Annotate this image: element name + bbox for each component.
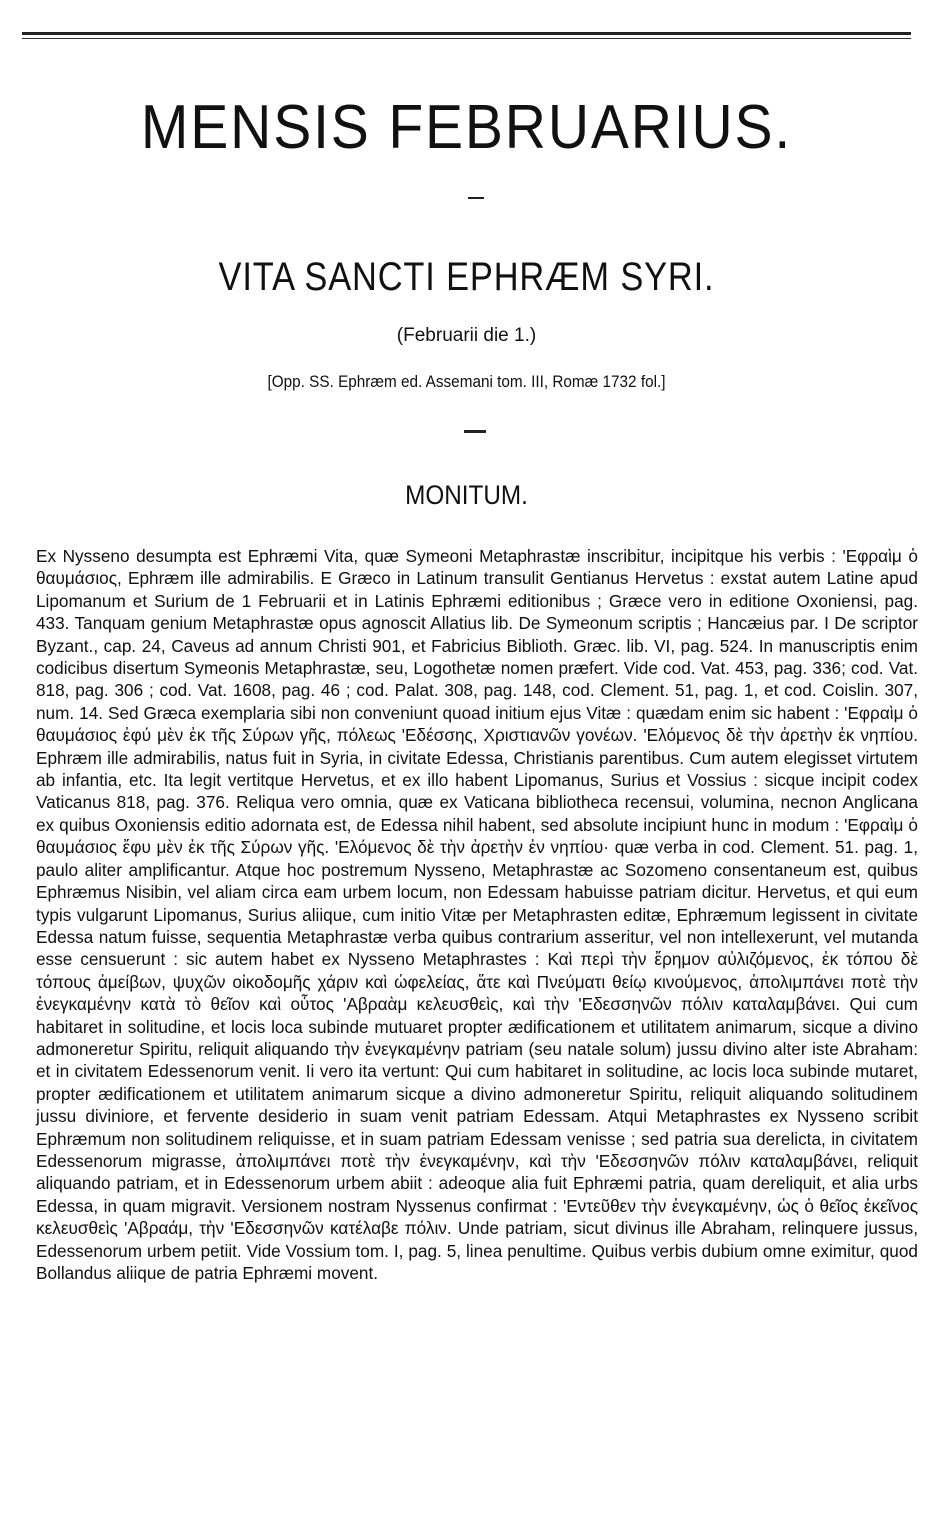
date-line: (Februarii die 1.) (396, 325, 537, 346)
page-title: MENSIS FEBRUARIUS. (140, 93, 793, 162)
section-title: VITA SANCTI EPHRÆM SYRI. (218, 255, 715, 299)
separator-dash-2 (464, 430, 486, 433)
top-rule-thick (22, 32, 911, 35)
top-double-rule (22, 32, 911, 39)
monitum-body (36, 545, 918, 1284)
monitum-heading: MONITUM. (405, 480, 528, 510)
top-rule-thin (22, 38, 911, 39)
monitum-paragraph: Ex Nysseno desumpta est Ephræmi Vita, quæ Symeoni Metaphrastæ inscribitur, incipitque his verbis : 'Εφραὶμ ὁ θαυμάσιος, Ephræm ille admirabilis. E Græco in Latinum transulit Gentianus Hervetus : exstat autem Latine apud Lipomanum et Surium de 1 Februarii et in Latinis Ephræmi editionibus ; Græce vero in editione Oxoniensi, pag. 433. Tanquam genium Metaphrastæ opus agnoscit Allatius lib. De Symeonum scriptis ; Hancæius par. I De scriptor Byzant., cap. 24, Caveus ad annum Christi 901, et Fabricius Biblioth. Græc. lib. VI, pag. 524. In manuscriptis enim codicibus disertum Symeonis Metaphrastæ, seu, Logothetæ nomen præfert. Vide cod. Vat. 453, pag. 336; cod. Vat. 818, pag. 306 ; cod. Vat. 1608, pag. 46 ; cod. Palat. 308, pag. 148, cod. Clement. 51, pag. 1, et cod. Coislin. 307, num. 14. Sed Græca exemplaria sibi non conveniunt quoad initium ejus Vitæ : quædam enim sic habent : 'Εφραὶμ ὁ θαυμάσιος ἐφύ μὲν ἐκ τῆς Σύρων γῆς, πόλεως 'Εδέσσης, Χριστιανῶν γονέων. 'Ελόμενος δὲ τὴν ἀρετὴν ἐκ νηπίου. Ephræm ille admirabilis, natus fuit in Syria, in civitate Edessa, Christianis parentibus. Cum autem elegisset virtutem ab infantia, etc. Ita legit vertitque Hervetus, et ex illo habent Lipomanus, Surius et Vossius : sicque incipit codex Vaticanus 818, pag. 376. Reliqua vero omnia, quæ ex Vaticana bibliotheca recensui, volumina, necnon Anglicana ex quibus Oxoniensis editio adornata est, de Edessa nihil habent, sed absolute incipiunt hunc in modum : 'Εφραὶμ ὁ θαυμάσιος ἔφυ μὲν ἐκ τῆς Σύρων γῆς. 'Ελόμενος δὲ τὴν ἀρετὴν ἐν νηπίου· quæ verba in cod. Clement. 51. pag. 1, paulo aliter amplificantur. Atque hoc postremum Nysseno, Metaphrastæ ac Sozomeno consentaneum est, quibus Ephræmus Nisibin, vel aliam circa eam urbem locum, non Edessam habuisse patriam dicitur. Hervetus, et qui eum typis vulgarunt Lipomanus, Surius aliique, cum initio Vitæ per Metaphrasten editæ, Ephræmum legissent in civitate Edessa natum fuisse, sequentia Metaphrastæ verba quibus contrarium asseritur, vel non intellexerunt, vel mutanda esse censuerunt : sic autem habet ex Nysseno Metaphrastes : Καὶ περὶ τὴν ἔρημον αὐλιζόμενος, ἐκ τόπου δὲ τόπους ἀμείβων, ψυχῶν οἰκοδομῆς χάριν καὶ ὠφελείας, ἅτε καὶ Πνεύματι θείῳ κινούμενος, ἀπολιμπάνει ποτὲ τὴν ἐνεγκαμένην κατὰ τὸ θεῖον καὶ οὗτος 'Αβραὰμ κελευσθεὶς, καὶ τὴν 'Εδεσσηνῶν πόλιν καταλαμβάνει. Qui cum habitaret in solitudine, et locis loca subinde mutuaret propter ædificationem et utilitatem animarum, sicque a divino admoneretur Spiritu, reliquit aliquando τὴν ἐνεγκαμένην patriam (seu natale solum) jussu divino alter iste Abraham: et in civitatem Edessenorum venit. Ii vero ita vertunt: Qui cum habitaret in solitudine, ac locis loca subinde mutaret, propter ædificationem et utilitatem animarum sicque a divino admoneretur Spiritu, reliquit aliquando solitudinem jussu diviniore, et fervente desiderio in suam venit patriam Edessam. Atqui Metaphrastes ex Nysseno scribit Ephræmum non solitudinem reliquisse, et in suam patriam Edessam venisse ; sed patria sua derelicta, in civitatem Edessenorum migrasse, ἀπολιμπάνει ποτὲ τὴν ἐνεγκαμένην, καὶ τὴν 'Εδεσσηνῶν πόλιν καταλαμβάνει, reliquit aliquando patriam, et in Edessenorum urbem abiit : adeoque alia fuit Ephræmi patria, quam dereliquit, et alia urbs Edessa, in quam migravit. Versionem nostram Nyssenus confirmat : 'Εντεῦθεν τὴν ἐνεγκαμένην, ὡς ὁ θεῖος ἐκεῖνος κελευσθεὶς 'Αβραάμ, τὴν 'Εδεσσηνῶν κατέλαβε πόλιν. Unde patriam, sicut divinus ille Abraham, relinquere jussus, Edessenorum urbem petiit. Vide Vossium tom. I, pag. 5, linea penultime. Quibus verbis dubium omne eximitur, quod Bollandus aliique de patria Ephræmi movent. (36, 546, 918, 1283)
separator-dash (468, 197, 484, 199)
bibliographic-reference: [Opp. SS. Ephræm ed. Assemani tom. III, Romæ 1732 fol.] (267, 372, 666, 391)
